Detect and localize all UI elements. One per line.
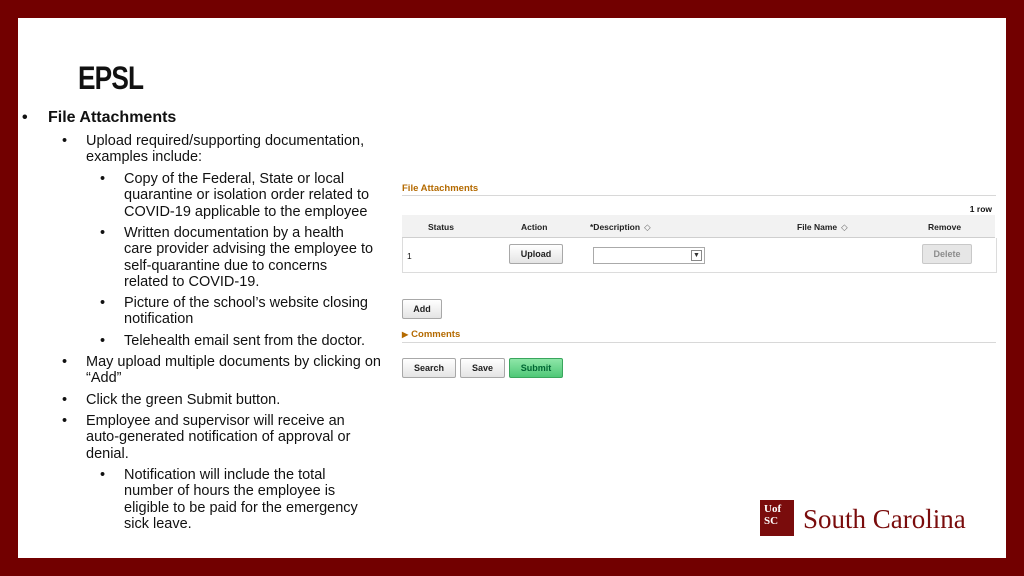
slide-title: EPSL <box>78 60 144 96</box>
triangle-right-icon: ▶ <box>402 330 409 339</box>
description-select[interactable] <box>593 247 705 264</box>
bullet-submit: • Click the green Submit button. <box>62 392 281 408</box>
column-remove: Remove <box>928 222 962 232</box>
column-file-name[interactable]: File Name ◇ <box>797 222 848 232</box>
column-status: Status <box>428 222 454 232</box>
bullet-copy-order: • Copy of the Federal, State or local quarantine or isolation order related to COVID-19 applicable to the employee <box>100 171 370 220</box>
attachments-grid <box>402 215 995 295</box>
sort-icon[interactable]: ◇ <box>644 222 651 232</box>
bullet-multiple-docs: • May upload multiple documents by clicking on “Add” <box>62 354 381 387</box>
slide <box>18 18 1006 558</box>
delete-button[interactable]: Delete <box>922 244 972 264</box>
section-title: File Attachments <box>402 183 479 194</box>
sort-icon[interactable]: ◇ <box>841 222 848 232</box>
section-divider <box>402 195 996 196</box>
logo-text: South Carolina <box>803 504 966 534</box>
column-description[interactable]: *Description ◇ <box>590 222 651 232</box>
search-button[interactable]: Search <box>402 358 456 378</box>
logo-mark: Uof SC <box>760 500 794 536</box>
bullet-hours: • Notification will include the total number of hours the employee is eligible to be paid for the emergency sick leave. <box>100 467 358 532</box>
bullet-telehealth: • Telehealth email sent from the doctor. <box>100 333 365 349</box>
row-number: 1 <box>407 251 412 261</box>
save-button[interactable]: Save <box>460 358 505 378</box>
table-row <box>402 238 997 273</box>
grid-header <box>402 215 995 238</box>
upload-button[interactable]: Upload <box>509 244 563 264</box>
column-action: Action <box>521 222 548 232</box>
submit-button[interactable]: Submit <box>509 358 563 378</box>
add-button[interactable]: Add <box>402 299 442 319</box>
row-count: 1 row <box>969 204 992 214</box>
bullet-file-attachments: • File Attachments <box>22 109 177 126</box>
bullet-written-doc: • Written documentation by a health care provider advising the employee to self-quarantine due to concerns related to COVID-19. <box>100 225 374 290</box>
bullet-notification: • Employee and supervisor will receive an auto-generated notification of approval or denial. <box>62 413 351 462</box>
dropdown-arrow-icon[interactable]: ▼ <box>691 250 702 261</box>
comments-toggle[interactable]: ▶ Comments <box>402 329 461 340</box>
bullet-school-picture: • Picture of the school’s website closing notification <box>100 295 368 328</box>
comments-divider <box>402 342 996 343</box>
bullet-upload-required: • Upload required/supporting documentation, examples include: <box>62 133 365 166</box>
